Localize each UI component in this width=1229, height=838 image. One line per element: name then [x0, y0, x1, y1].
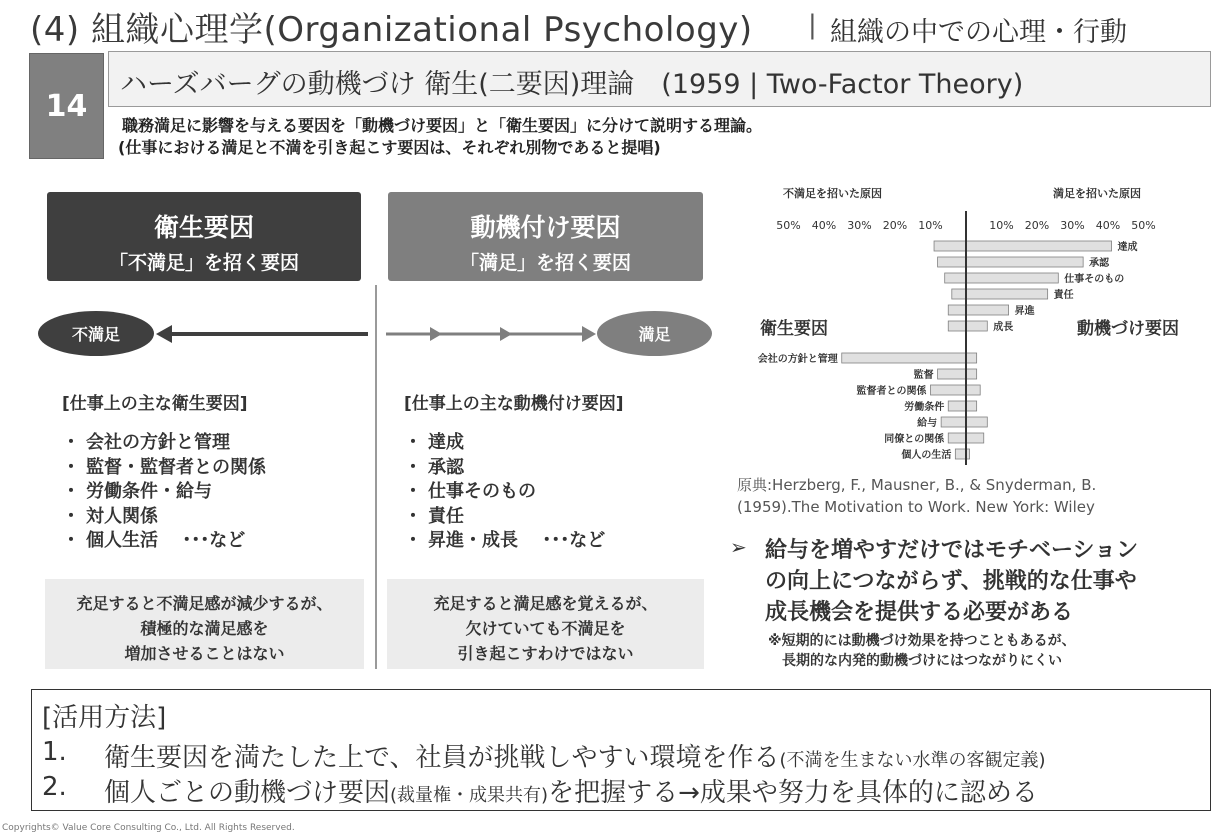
usage-item-1	[104, 737, 1046, 774]
usage-item-2-number: 2.	[42, 772, 67, 802]
key-point-line-1: 給与を増やすだけではモチベーション	[765, 538, 1139, 563]
hygiene-factor-subtitle: 「不満足」を招く要因	[108, 252, 299, 274]
chart-bar	[934, 241, 1112, 251]
chart-tick-label: 30%	[1060, 219, 1085, 232]
chart-bar-label: 同僚との関係	[884, 434, 945, 445]
chart-bar	[842, 353, 977, 363]
chart-tick-label: 50%	[1131, 219, 1156, 232]
list-item: ・ 仕事そのもの	[404, 480, 605, 505]
chart-tick-label: 50%	[776, 219, 801, 232]
chart-bar-label: 会社の方針と管理	[757, 354, 838, 365]
left-arrow-icon	[154, 322, 376, 346]
chart-tick-label: 10%	[989, 219, 1014, 232]
motivator-note-line-1: 充足すると満足感を覚えるが、	[433, 594, 658, 613]
chart-tick-label: 40%	[811, 219, 837, 232]
chart-tick-label: 20%	[882, 219, 908, 232]
chart-bar	[931, 385, 981, 395]
chart-hygiene-label: 衛生要因	[760, 319, 828, 339]
arrow-bullet-icon: ➢	[730, 535, 747, 559]
chart-bar-label: 個人の生活	[901, 450, 952, 461]
usage-item-2	[104, 772, 1038, 809]
chart-tick-label: 10%	[918, 219, 943, 232]
list-item: ・ 対人関係	[62, 505, 266, 530]
motivator-list-heading: [仕事上の主な動機付け要因]	[404, 394, 624, 414]
chart-bar	[945, 273, 1059, 283]
page-subtitle: 組織の中での心理・行動	[830, 17, 1127, 48]
motivator-factor-title: 動機付け要因	[470, 213, 621, 242]
usage-title: [活用方法]	[42, 703, 167, 733]
usage-item-2-text-pre: 個人ごとの動機づけ要因	[104, 778, 391, 808]
usage-item-1-number: 1.	[42, 737, 67, 767]
herzberg-chart	[740, 183, 1200, 473]
list-item: ・ 達成	[404, 431, 605, 456]
hygiene-factor-header	[47, 192, 361, 281]
chart-right-header: 満足を招いた原因	[1053, 187, 1141, 200]
chart-bar-label: 監督	[913, 370, 934, 381]
chart-bar-label: 昇進	[1014, 306, 1035, 317]
usage-item-1-text: 衛生要因を満たした上で、社員が挑戦しやすい環境を作る	[104, 743, 780, 773]
chart-tick-label: 40%	[1095, 219, 1121, 232]
chart-bar	[948, 401, 976, 411]
right-arrow-icon	[384, 322, 599, 346]
page-title: (4) 組織心理学(Organizational Psychology)	[30, 10, 753, 50]
title-separator: |	[808, 10, 817, 40]
list-item: ・ 監督・監督者との関係	[62, 456, 266, 481]
list-item: ・ 会社の方針と管理	[62, 431, 266, 456]
source-line-1: 原典:Herzberg, F., Mausner, B., & Snyderman, B.	[737, 476, 1097, 494]
key-point-note	[768, 631, 1076, 671]
motivator-note-line-2: 欠けていても不満足を	[465, 619, 626, 638]
hygiene-factor-title: 衛生要因	[153, 213, 254, 242]
key-point-note-line-1: ※短期的には動機づけ効果を持つこともあるが、	[768, 633, 1076, 649]
hygiene-note-line-1: 充足すると不満足感が減少するが、	[76, 594, 333, 613]
chart-bar	[948, 321, 987, 331]
chart-bar	[938, 257, 1084, 267]
hygiene-note	[45, 579, 364, 669]
motivator-factor-list	[404, 431, 605, 554]
usage-item-2-text-post: を把握する→成果や努力を具体的に認める	[548, 778, 1038, 808]
chart-bar-label: 達成	[1117, 242, 1138, 253]
hygiene-note-line-2: 積極的な満足感を	[140, 619, 269, 638]
section-title: ハーズバーグの動機づけ 衛生(二要因)理論 (1959 | Two-Factor Theory)	[120, 69, 1024, 100]
satisfaction-ellipse: 満足	[597, 311, 712, 356]
dissatisfaction-ellipse: 不満足	[38, 311, 154, 356]
chart-bar-label: 承認	[1089, 258, 1110, 269]
chart-bar-label: 仕事そのもの	[1064, 274, 1125, 285]
chart-bar	[948, 305, 1008, 315]
chart-tick-label: 30%	[847, 219, 872, 232]
section-description-2: (仕事における満足と不満を引き起こす要因は、それぞれ別物であると提唱)	[118, 138, 661, 157]
motivator-factor-subtitle: 「満足」を招く要因	[459, 252, 631, 274]
hygiene-note-line-3: 増加させることはない	[124, 644, 285, 663]
chart-source	[737, 474, 1096, 518]
source-line-2: (1959).The Motivation to Work. New York: Wiley	[737, 498, 1095, 516]
chart-bar-label: 成長	[993, 322, 1014, 333]
usage-item-2-note: (裁量権・成果共有)	[390, 785, 549, 806]
chart-tick-label: 20%	[1024, 219, 1050, 232]
copyright: Copyrights© Value Core Consulting Co., Ltd. All Rights Reserved.	[2, 823, 295, 833]
list-item: ・ 責任	[404, 505, 605, 530]
hygiene-list-heading: [仕事上の主な衛生要因]	[62, 394, 248, 414]
chart-bar-label: 労働条件	[904, 402, 945, 413]
chart-bar	[941, 417, 987, 427]
list-item: ・ 労働条件・給与	[62, 480, 266, 505]
key-point-note-line-2: 長期的な内発的動機づけにはつながりにくい	[782, 653, 1062, 669]
usage-item-1-note: (不満を生まない水準の客観定義)	[779, 750, 1046, 771]
chart-motivator-label: 動機づけ要因	[1077, 319, 1179, 339]
key-point-line-2: の向上につながらず、挑戦的な仕事や	[765, 569, 1137, 594]
list-item: ・ 個人生活 ･･･など	[62, 529, 266, 554]
chart-left-header: 不満足を招いた原因	[783, 187, 882, 200]
hygiene-factor-list	[62, 431, 266, 554]
section-number: 14	[29, 53, 104, 159]
list-item: ・ 昇進・成長 ･･･など	[404, 529, 605, 554]
motivator-factor-header	[388, 192, 703, 281]
key-point-line-3: 成長機会を提供する必要がある	[765, 600, 1074, 625]
chart-bar-label: 給与	[917, 418, 938, 429]
chart-bar	[955, 449, 969, 459]
section-description-1: 職務満足に影響を与える要因を「動機づけ要因」と「衛生要因」に分けて説明する理論。	[122, 116, 763, 135]
list-item: ・ 承認	[404, 456, 605, 481]
chart-bar	[938, 369, 977, 379]
chart-bar-label: 監督者との関係	[856, 386, 927, 397]
motivator-note-line-3: 引き起こすわけではない	[457, 644, 634, 663]
key-point	[765, 535, 1138, 628]
motivator-note	[387, 579, 704, 669]
chart-bar-label: 責任	[1053, 290, 1074, 301]
